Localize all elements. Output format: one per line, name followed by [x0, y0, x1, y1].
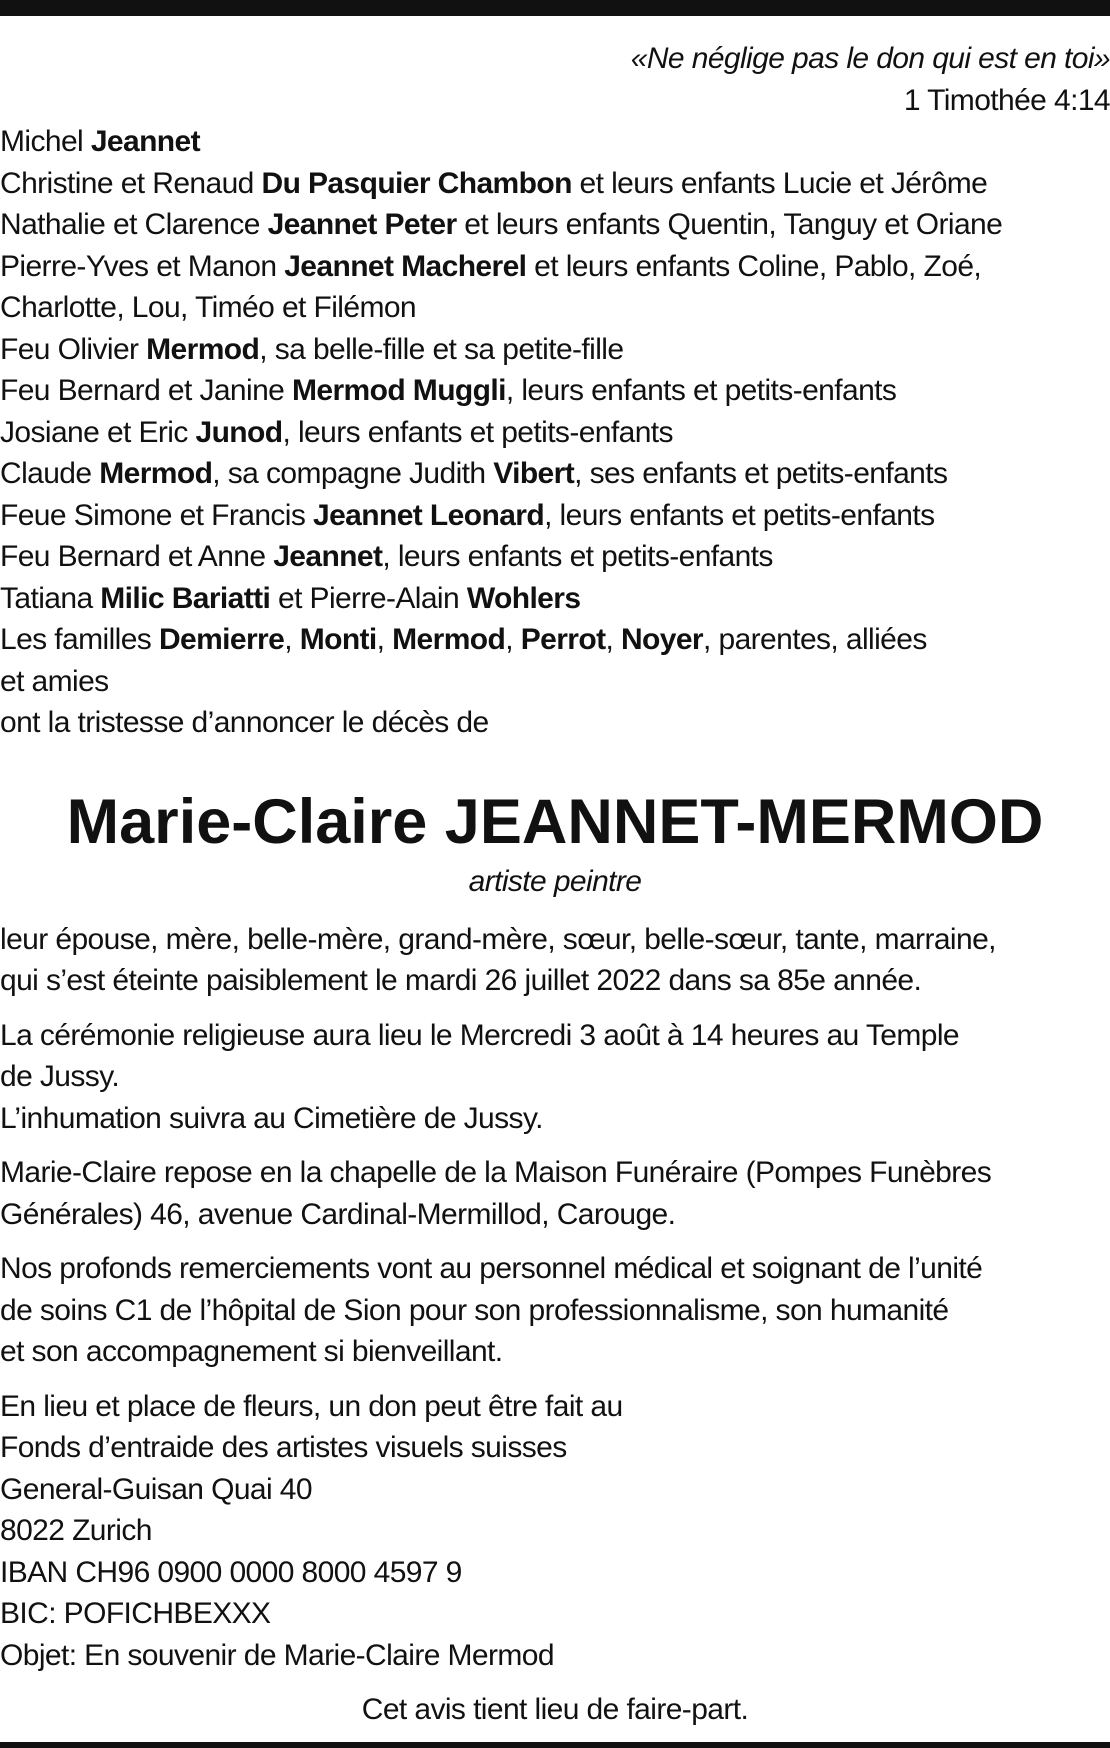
family-line	[0, 370, 1110, 412]
family-line	[0, 578, 1110, 620]
family-line	[0, 121, 1110, 163]
family-text: , leurs enfants et petits-enfants	[282, 415, 673, 449]
family-line	[0, 495, 1110, 537]
family-text: Christine et Renaud	[0, 166, 262, 200]
family-text: et amies	[0, 664, 109, 698]
family-line	[0, 329, 1110, 371]
family-text: et leurs enfants Lucie et Jérôme	[571, 166, 988, 200]
family-surname: Du Pasquier Chambon	[261, 166, 572, 200]
family-text: , parentes, alliées	[703, 623, 927, 656]
family-line	[0, 246, 1110, 288]
deceased-title: artiste peintre	[468, 864, 642, 898]
family-list	[0, 121, 1110, 744]
family-text: et leurs enfants Quentin, Tanguy et Oriane	[456, 208, 1003, 241]
paragraph-line: Fonds d’entraide des artistes visuels suisses	[0, 1431, 567, 1464]
family-surname: Junod	[195, 415, 283, 449]
family-text: ,	[376, 623, 393, 656]
family-text: et leurs enfants Coline, Pablo, Zoé,	[526, 249, 982, 283]
bible-quote: «Ne néglige pas le don qui est en toi»	[630, 42, 1110, 75]
notice-paragraph	[0, 1152, 1110, 1235]
family-line	[0, 661, 1110, 703]
family-surname: Monti	[299, 623, 377, 656]
family-text: , sa belle-fille et sa petite-fille	[259, 332, 624, 366]
family-line	[0, 163, 1110, 205]
family-text: Feu Bernard et Anne	[0, 540, 274, 573]
family-text: Feue Simone et Francis	[0, 498, 314, 532]
notice-paragraph	[0, 1248, 1110, 1373]
family-text: Feu Olivier	[0, 332, 147, 366]
family-text: , sa compagne Judith	[212, 457, 494, 490]
family-surname: Mermod	[99, 457, 213, 490]
paragraph-line: BIC: POFICHBEXXX	[0, 1597, 271, 1630]
family-line	[0, 619, 1110, 661]
paragraph-line: General-Guisan Quai 40	[0, 1472, 312, 1506]
paragraph-line: L’inhumation suivra au Cimetière de Jussy.	[0, 1101, 543, 1135]
family-text: et Pierre-Alain	[270, 581, 467, 615]
family-text: Les familles	[0, 623, 159, 656]
family-text: , leurs enfants et petits-enfants	[505, 374, 897, 407]
family-surname: Perrot	[520, 623, 606, 656]
notice-paragraph	[0, 1015, 1110, 1140]
family-text: ,	[605, 623, 621, 656]
family-line	[0, 412, 1110, 454]
family-line	[0, 536, 1110, 578]
paragraph-line: Nos profonds remerciements vont au personnel médical et soignant de l’unité	[0, 1252, 983, 1285]
bible-reference: 1 Timothée 4:14	[903, 83, 1110, 117]
paragraph-line: 8022 Zurich	[0, 1514, 152, 1547]
family-text: Josiane et Eric	[0, 415, 196, 449]
notice-paragraph	[0, 919, 1110, 1002]
family-surname: Noyer	[620, 623, 704, 656]
paragraph-line: de Jussy.	[0, 1060, 120, 1093]
family-text: , leurs enfants et petits-enfants	[382, 540, 773, 573]
top-rule	[0, 0, 1110, 16]
paragraph-line: Objet: En souvenir de Marie-Claire Mermod	[0, 1638, 554, 1672]
paragraph-line: Marie-Claire repose en la chapelle de la Maison Funéraire (Pompes Funèbres	[0, 1156, 992, 1189]
bottom-rule	[0, 1742, 1110, 1748]
paragraph-line: et son accompagnement si bienveillant.	[0, 1335, 503, 1368]
paragraph-line: de soins C1 de l’hôpital de Sion pour son professionnalisme, son humanité	[0, 1293, 949, 1327]
family-surname: Jeannet	[90, 125, 201, 158]
family-surname: Jeannet	[273, 540, 383, 573]
family-line	[0, 702, 1110, 744]
family-text: Claude	[0, 457, 100, 490]
paragraph-line: IBAN CH96 0900 0000 8000 4597 9	[0, 1555, 462, 1589]
family-text: Feu Bernard et Janine	[0, 374, 292, 407]
family-text: ont la tristesse d’annoncer le décès de	[0, 706, 489, 739]
paragraph-line: Générales) 46, avenue Cardinal-Mermillod, Carouge.	[0, 1197, 676, 1231]
family-text: Pierre-Yves et Manon	[0, 249, 285, 283]
notice-paragraph	[0, 1386, 1110, 1677]
family-surname: Mermod Muggli	[292, 374, 506, 407]
family-surname: Vibert	[493, 457, 575, 490]
family-surname: Mermod	[392, 623, 506, 656]
paragraph-line: En lieu et place de fleurs, un don peut être fait au	[0, 1389, 623, 1423]
family-text: Tatiana	[0, 581, 101, 615]
family-text: Michel	[0, 125, 91, 158]
deceased-name: Marie-Claire JEANNET-MERMOD	[66, 786, 1044, 857]
family-text: , ses enfants et petits-enfants	[574, 457, 948, 490]
family-surname: Milic Bariatti	[100, 581, 271, 615]
paragraph-line: qui s’est éteinte paisiblement le mardi 26 juillet 2022 dans sa 85e année.	[0, 964, 922, 997]
family-surname: Jeannet Macherel	[284, 249, 527, 283]
closing-line: Cet avis tient lieu de faire-part.	[361, 1693, 749, 1726]
family-surname: Demierre	[158, 623, 285, 656]
paragraph-line: leur épouse, mère, belle-mère, grand-mère, sœur, belle-sœur, tante, marraine,	[0, 922, 996, 956]
family-surname: Jeannet Leonard	[313, 498, 545, 532]
family-text: ,	[505, 623, 521, 656]
family-text: Nathalie et Clarence	[0, 208, 268, 241]
family-line	[0, 204, 1110, 246]
family-surname: Wohlers	[466, 581, 581, 615]
family-line	[0, 287, 1110, 329]
family-text: Charlotte, Lou, Timéo et Filémon	[0, 291, 417, 324]
notice-body	[0, 902, 1110, 1677]
family-surname: Jeannet Peter	[267, 208, 457, 241]
family-text: , leurs enfants et petits-enfants	[544, 498, 935, 532]
family-surname: Mermod	[146, 332, 260, 366]
paragraph-line: La cérémonie religieuse aura lieu le Mercredi 3 août à 14 heures au Temple	[0, 1018, 959, 1052]
family-line	[0, 453, 1110, 495]
family-text: ,	[284, 623, 300, 656]
obituary-notice	[0, 38, 1110, 1731]
